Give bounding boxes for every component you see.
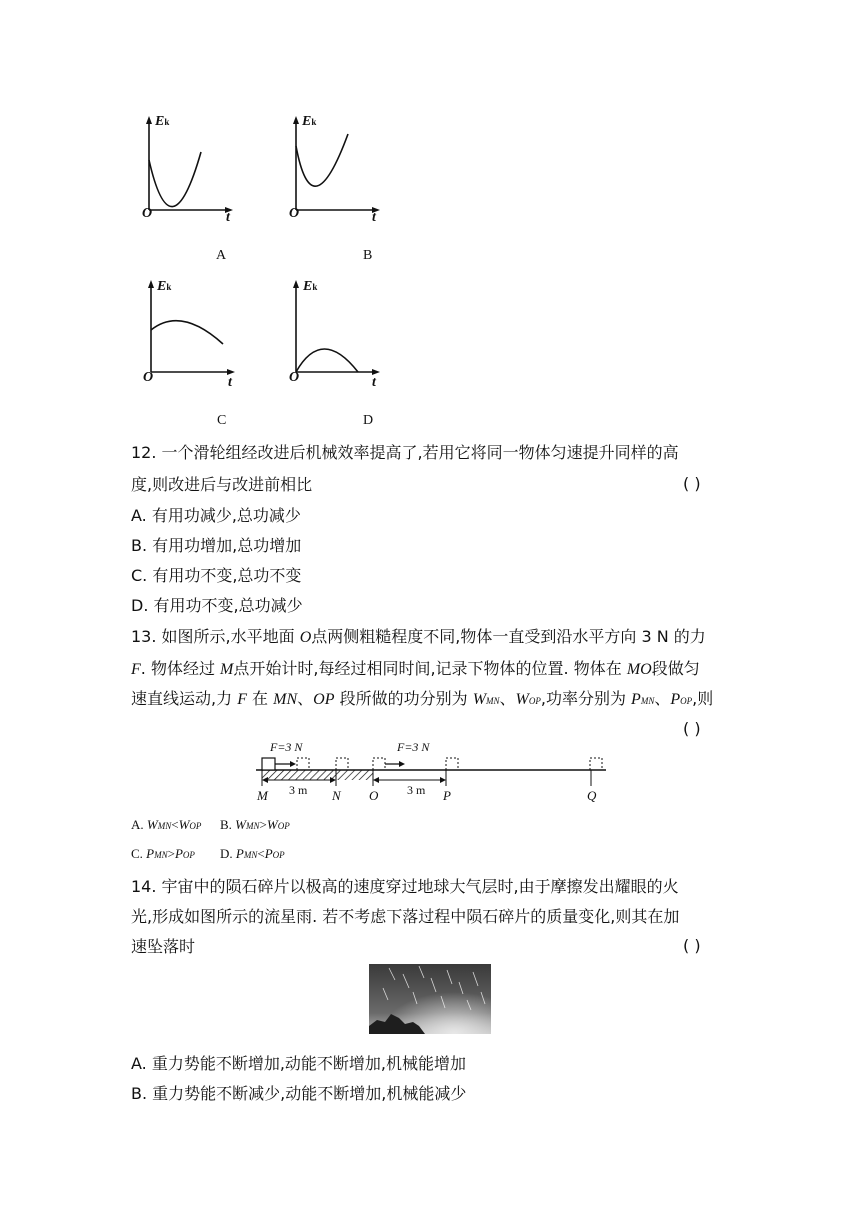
meteor-shower-photo <box>369 964 491 1034</box>
q13-point-o: O <box>369 788 379 803</box>
q13-stem-line2: F. 物体经过 M点开始计时,每经过相同时间,记录下物体的位置. 物体在 MO段做匀 <box>131 659 700 678</box>
q13-distance-mn: 3 m <box>289 783 308 797</box>
graph-d <box>282 276 402 406</box>
q14-answer-paren: ( ) <box>683 936 701 955</box>
q12-answer-paren: ( ) <box>683 474 701 493</box>
graph-b-ylabel: Ek <box>302 114 317 129</box>
graph-c-option: C <box>217 413 227 428</box>
q13-force-label-2: F=3 N <box>397 740 430 754</box>
q13-point-q: Q <box>587 788 597 803</box>
q13-option-b: B. WMN>WOP <box>220 817 290 832</box>
q13-point-n: N <box>332 788 341 803</box>
q13-stem-line3: 速直线运动,力 F 在 MN、OP 段所做的功分别为 WMN、WOP,功率分别为 PMN、POP,则 <box>131 689 714 708</box>
graph-a-xlabel: t <box>226 210 230 225</box>
q13-distance-op: 3 m <box>407 783 426 797</box>
q13-stem-line1: 13. 如图所示,水平地面 O点两侧粗糙程度不同,物体一直受到沿水平方向 3 N 的力 <box>131 627 706 646</box>
graph-a-origin: O <box>142 206 153 221</box>
q12-option-c: C. 有用功不变,总功不变 <box>131 566 302 585</box>
q14-stem-line1: 14. 宇宙中的陨石碎片以极高的速度穿过地球大气层时,由于摩擦发出耀眼的火 <box>131 877 679 896</box>
q12-stem-line1: 12. 一个滑轮组经改进后机械效率提高了,若用它将同一物体匀速提升同样的高 <box>131 443 679 462</box>
q12-stem-line2: 度,则改进后与改进前相比 <box>131 475 313 494</box>
graph-b-option: B <box>363 248 373 263</box>
q14-stem-line2: 光,形成如图所示的流星雨. 若不考虑下落过程中陨石碎片的质量变化,则其在加 <box>131 907 680 926</box>
q14-option-a: A. 重力势能不断增加,动能不断增加,机械能增加 <box>131 1054 467 1073</box>
q13-option-d: D. PMN<POP <box>220 846 285 861</box>
q14-option-b: B. 重力势能不断减少,动能不断增加,机械能减少 <box>131 1084 467 1103</box>
q13-option-a: A. WMN<WOP <box>131 817 202 832</box>
q13-force-label-1: F=3 N <box>270 740 303 754</box>
q13-option-c: C. PMN>POP <box>131 846 195 861</box>
q13-point-m: M <box>257 788 268 803</box>
q13-answer-paren: ( ) <box>683 719 701 738</box>
q13-motion-diagram <box>250 740 620 810</box>
graph-a <box>135 112 255 242</box>
graph-d-origin: O <box>289 370 300 385</box>
graph-c-xlabel: t <box>228 375 232 390</box>
q14-stem-line3: 速坠落时 <box>131 937 196 956</box>
graph-d-ylabel: Ek <box>303 279 318 294</box>
q12-option-a: A. 有用功减少,总功减少 <box>131 506 301 525</box>
graph-d-xlabel: t <box>372 375 376 390</box>
graph-b-origin: O <box>289 206 300 221</box>
graph-b <box>282 112 402 242</box>
graph-d-option: D <box>363 413 374 428</box>
q12-option-d: D. 有用功不变,总功减少 <box>131 596 303 615</box>
graph-c-origin: O <box>143 370 154 385</box>
q13-point-p: P <box>443 788 451 803</box>
graph-a-ylabel: Ek <box>155 114 170 129</box>
graph-c-ylabel: Ek <box>157 279 172 294</box>
graph-c <box>137 276 257 406</box>
graph-b-xlabel: t <box>372 210 376 225</box>
graph-a-option: A <box>216 248 227 263</box>
q12-option-b: B. 有用功增加,总功增加 <box>131 536 302 555</box>
